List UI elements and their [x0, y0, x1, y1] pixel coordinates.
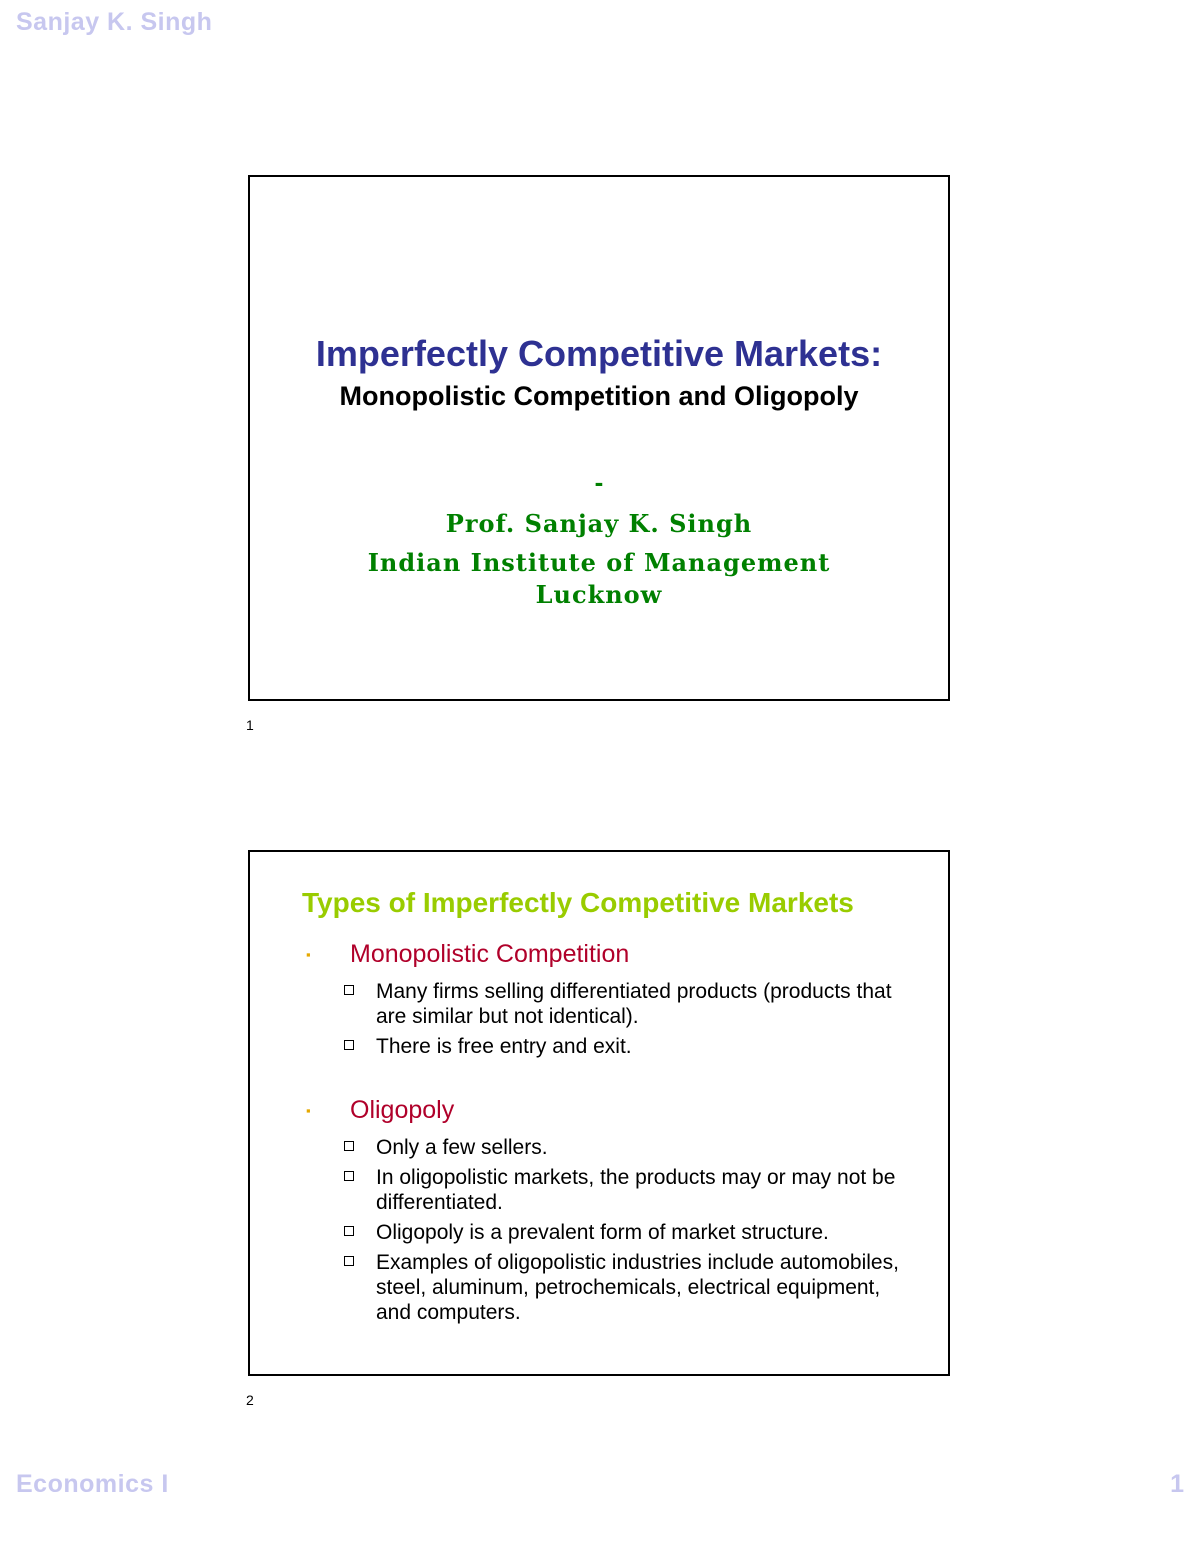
market-type-heading-row [306, 940, 921, 969]
hollow-square-bullet-icon [344, 1141, 354, 1151]
slide-2-title: Types of Imperfectly Competitive Markets [302, 887, 854, 918]
slide-1-institution: Indian Institute of Management [367, 548, 831, 577]
slide-1-subtitle: Monopolistic Competition and Oligopoly [339, 381, 859, 411]
list-item-text: Oligopoly is a prevalent form of market structure. [376, 1221, 829, 1244]
page-footer-course: Economics I [16, 1470, 169, 1498]
market-type-heading-row [306, 1096, 921, 1125]
list-item [344, 1220, 921, 1245]
square-bullet-icon: ▪ [306, 947, 311, 962]
slide-1 [248, 175, 950, 701]
market-type-items [306, 1135, 921, 1325]
slide-number-1: 1 [246, 717, 254, 733]
slide-1-dash: - [594, 467, 604, 497]
list-item-text: Examples of oligopolistic industries include automobiles, steel, aluminum, petrochemicals, electrical equipment, and computers. [376, 1251, 899, 1324]
list-item [344, 1165, 921, 1215]
hollow-square-bullet-icon [344, 1040, 354, 1050]
list-item [344, 1135, 921, 1160]
list-item [344, 979, 921, 1029]
list-item-text: Many firms selling differentiated products (products that are similar but not identical). [376, 980, 892, 1028]
slide-1-presenter: Prof. Sanjay K. Singh [445, 509, 753, 538]
market-type-items [306, 979, 921, 1059]
page-header-author: Sanjay K. Singh [16, 8, 213, 36]
page-footer-page-number: 1 [1170, 1470, 1184, 1498]
hollow-square-bullet-icon [344, 985, 354, 995]
slide-number-2: 2 [246, 1392, 254, 1408]
slide-1-city: Lucknow [535, 580, 663, 609]
hollow-square-bullet-icon [344, 1171, 354, 1181]
square-bullet-icon: ▪ [306, 1103, 311, 1118]
list-item-text: There is free entry and exit. [376, 1035, 632, 1058]
market-type-group [306, 1096, 921, 1330]
list-item-text: In oligopolistic markets, the products may or may not be differentiated. [376, 1166, 896, 1214]
list-item-text: Only a few sellers. [376, 1136, 548, 1159]
hollow-square-bullet-icon [344, 1226, 354, 1236]
market-type-heading: Oligopoly [350, 1096, 455, 1124]
market-type-heading: Monopolistic Competition [350, 940, 630, 968]
market-type-group [306, 940, 921, 1064]
slide-1-title: Imperfectly Competitive Markets: [315, 333, 883, 374]
list-item [344, 1034, 921, 1059]
hollow-square-bullet-icon [344, 1256, 354, 1266]
list-item [344, 1250, 921, 1325]
slide-2 [248, 850, 950, 1376]
